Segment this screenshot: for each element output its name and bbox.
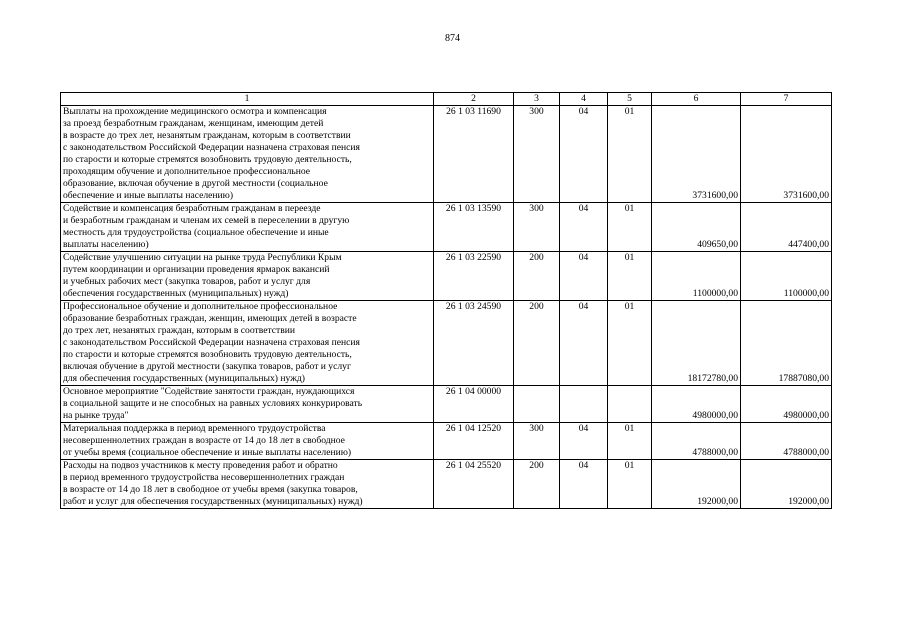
amount-cell: 192000,00 [652,460,741,509]
budget-code-cell: 26 1 04 25520 [434,460,514,509]
amount-cell: 192000,00 [741,460,832,509]
table-row [61,423,832,460]
amount-cell: 1100000,00 [652,252,741,301]
amount-cell: 4980000,00 [741,386,832,423]
expense-type-cell [514,386,560,423]
subsection-cell: 01 [608,460,652,509]
expense-type-cell: 300 [514,203,560,252]
table-header-row [61,93,832,106]
row-name-cell: Профессиональное обучение и дополнительное профессиональное образование безработных граждан, женщин, имеющих детей в возрасте до трех лет, незанятых граждан, которым в соответствии с законодательством Российской Федерации назначена страховая пенсия по старости и которые стремятся возобновить трудовую деятельность, включая обучение в другой местности (закупка товаров, работ и услуг для обеспечения государственных (муниципальных) нужд) [61,301,434,386]
subsection-cell [608,386,652,423]
subsection-cell: 01 [608,301,652,386]
expense-type-cell: 300 [514,423,560,460]
column-header: 4 [560,93,608,106]
amount-cell: 4980000,00 [652,386,741,423]
budget-code-cell: 26 1 03 22590 [434,252,514,301]
table-row [61,460,832,509]
section-cell: 04 [560,252,608,301]
section-cell: 04 [560,460,608,509]
section-cell: 04 [560,301,608,386]
column-header: 3 [514,93,560,106]
section-cell [560,386,608,423]
row-name-cell: Содействие и компенсация безработным гражданам в переезде и безработным гражданам и членам их семей в переселении в другую местность для трудоустройства (социальное обеспечение и иные выплаты населению) [61,203,434,252]
row-name-cell: Материальная поддержка в период временного трудоустройства несовершеннолетних граждан в возрасте от 14 до 18 лет в свободное от учебы время (социальное обеспечение и иные выплаты населению) [61,423,434,460]
budget-code-cell: 26 1 03 13590 [434,203,514,252]
budget-table [60,92,832,509]
amount-cell: 4788000,00 [652,423,741,460]
table-row [61,203,832,252]
subsection-cell: 01 [608,252,652,301]
amount-cell: 17887080,00 [741,301,832,386]
subsection-cell: 01 [608,423,652,460]
expense-type-cell: 200 [514,252,560,301]
budget-code-cell: 26 1 04 00000 [434,386,514,423]
column-header: 1 [61,93,434,106]
table-row [61,106,832,203]
amount-cell: 447400,00 [741,203,832,252]
row-name-cell: Содействие улучшению ситуации на рынке труда Республики Крым путем координации и организации проведения ярмарок вакансий и учебных рабочих мест (закупка товаров, работ и услуг для обеспечения государственных (муниципальных) нужд) [61,252,434,301]
expense-type-cell: 200 [514,460,560,509]
amount-cell: 18172780,00 [652,301,741,386]
table-row [61,252,832,301]
table-row [61,386,832,423]
section-cell: 04 [560,106,608,203]
amount-cell: 4788000,00 [741,423,832,460]
subsection-cell: 01 [608,203,652,252]
amount-cell: 3731600,00 [652,106,741,203]
budget-code-cell: 26 1 03 11690 [434,106,514,203]
row-name-cell: Выплаты на прохождение медицинского осмотра и компенсация за проезд безработным гражданам, женщинам, имеющим детей в возрасте до трех лет, незанятым гражданам, которым в соответствии с законодательством Российской Федерации назначена страховая пенсия по старости и которые стремятся возобновить трудовую деятельность, проходящим обучение и дополнительное профессиональное образование, включая обучение в другой местности (социальное обеспечение и иные выплаты населению) [61,106,434,203]
amount-cell: 3731600,00 [741,106,832,203]
row-name-cell: Расходы на подвоз участников к месту проведения работ и обратно в период временного трудоустройства несовершеннолетних граждан в возрасте от 14 до 18 лет в свободное от учебы время (закупка товаров, работ и услуг для обеспечения государственных (муниципальных) нужд) [61,460,434,509]
budget-code-cell: 26 1 03 24590 [434,301,514,386]
row-name-cell: Основное мероприятие "Содействие занятости граждан, нуждающихся в социальной защите и не способных на равных условиях конкурировать на рынке труда" [61,386,434,423]
subsection-cell: 01 [608,106,652,203]
column-header: 6 [652,93,741,106]
budget-code-cell: 26 1 04 12520 [434,423,514,460]
table-row [61,301,832,386]
column-header: 2 [434,93,514,106]
section-cell: 04 [560,423,608,460]
column-header: 5 [608,93,652,106]
section-cell: 04 [560,203,608,252]
page-number: 874 [445,33,460,44]
expense-type-cell: 300 [514,106,560,203]
column-header: 7 [741,93,832,106]
expense-type-cell: 200 [514,301,560,386]
amount-cell: 1100000,00 [741,252,832,301]
amount-cell: 409650,00 [652,203,741,252]
